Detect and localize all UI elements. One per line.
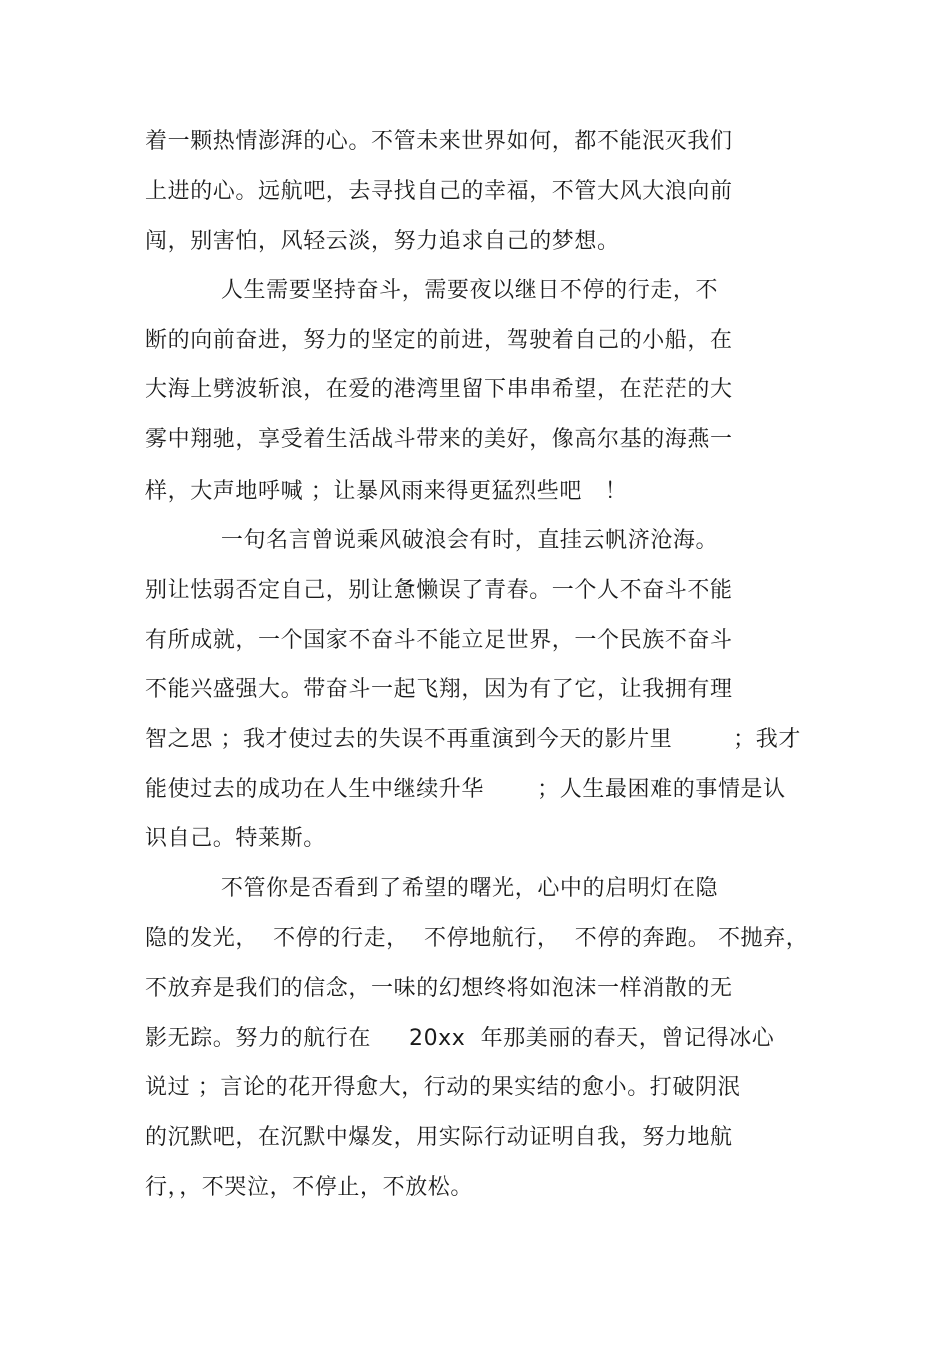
text-line: 一句名言曾说乘风破浪会有时，直挂云帆济沧海。	[145, 528, 719, 553]
text-line: 识自己。特莱斯。	[145, 826, 326, 851]
text-line: 别让怯弱否定自己，别让惫懒误了青春。一个人不奋斗不能	[145, 578, 733, 603]
text-line: 影无踪。努力的航行在 20xx 年那美丽的春天，曾记得冰心	[145, 1026, 775, 1051]
text-line: 大海上劈波斩浪，在爱的港湾里留下串串希望，在茫茫的大	[145, 377, 733, 402]
text-line: 闯，别害怕，风轻云淡，努力追求自己的梦想。	[145, 229, 620, 254]
text-line: 不管你是否看到了希望的曙光，心中的启明灯在隐	[145, 876, 719, 901]
text-line: 不放弃是我们的信念，一味的幻想终将如泡沫一样消散的无	[145, 976, 733, 1001]
text-line: 行，，不哭泣，不停止，不放松。	[145, 1175, 474, 1200]
text-line: 着一颗热情澎湃的心。不管未来世界如何，都不能泯灭我们	[145, 129, 733, 154]
text-line: 雾中翔驰，享受着生活战斗带来的美好，像高尔基的海燕一	[145, 427, 733, 452]
text-line: 上进的心。远航吧，去寻找自己的幸福，不管大风大浪向前	[145, 179, 733, 204]
text-line: 有所成就，一个国家不奋斗不能立足世界，一个民族不奋斗	[145, 628, 733, 653]
text-line: 断的向前奋进，努力的坚定的前进，驾驶着自己的小船，在	[145, 328, 733, 353]
text-line: 隐的发光， 不停的行走， 不停地航行， 不停的奔跑。 不抛弃，	[145, 926, 809, 951]
text-line: 样，大声地呼喊 ；让暴风雨来得更猛烈些吧 ！	[145, 479, 628, 504]
text-line: 人生需要坚持奋斗，需要夜以继日不停的行走，不	[145, 278, 719, 303]
text-line: 智之思 ；我才使过去的失误不再重演到今天的影片里 ；我才	[145, 727, 801, 752]
text-line: 不能兴盛强大。带奋斗一起飞翔，因为有了它，让我拥有理	[145, 677, 733, 702]
text-line: 说过 ；言论的花开得愈大，行动的果实结的愈小。打破阴泯	[145, 1075, 741, 1100]
text-line: 的沉默吧，在沉默中爆发，用实际行动证明自我，努力地航	[145, 1125, 733, 1150]
text-line: 能使过去的成功在人生中继续升华 ；人生最困难的事情是认	[145, 777, 786, 802]
